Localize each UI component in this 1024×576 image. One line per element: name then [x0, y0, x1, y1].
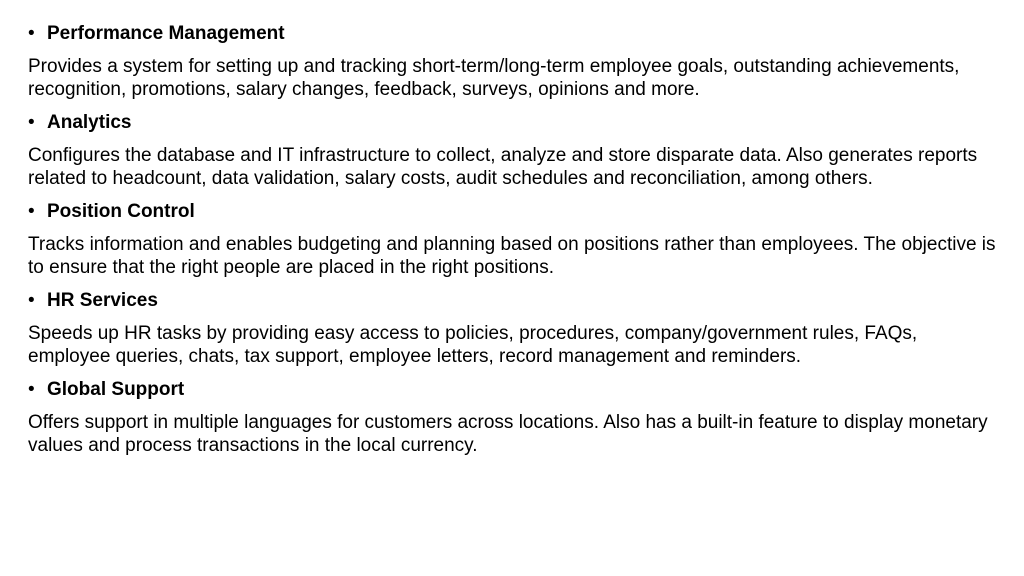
section-title: Position Control [47, 201, 195, 222]
section-title: Performance Management [47, 23, 285, 44]
bullet-icon: • [28, 112, 35, 133]
section-description: Provides a system for setting up and tracking short-term/long-term employee goals, outstanding achievements, recognition, promotions, salary changes, feedback, surveys, opinions and more. [28, 56, 960, 100]
section-title: HR Services [47, 290, 158, 311]
section-title: Analytics [47, 112, 132, 133]
section-hr-services [28, 289, 998, 368]
bullet-icon: • [28, 201, 35, 222]
section-analytics [28, 111, 998, 190]
document-body [28, 22, 998, 467]
section-description: Speeds up HR tasks by providing easy access to policies, procedures, company/government rules, FAQs, employee queries, chats, tax support, employee letters, record management and reminders. [28, 323, 918, 367]
bullet-icon: • [28, 379, 35, 400]
section-description: Offers support in multiple languages for customers across locations. Also has a built-in feature to display monetary values and process transactions in the local currency. [28, 412, 988, 456]
section-performance-management [28, 22, 998, 101]
section-heading [28, 200, 998, 223]
section-heading [28, 22, 998, 45]
section-description: Tracks information and enables budgeting and planning based on positions rather than employees. The objective is to ensure that the right people are placed in the right positions. [28, 234, 996, 278]
section-heading [28, 289, 998, 312]
section-title: Global Support [47, 379, 185, 400]
bullet-icon: • [28, 23, 35, 44]
section-heading [28, 111, 998, 134]
bullet-icon: • [28, 290, 35, 311]
section-position-control [28, 200, 998, 279]
section-heading [28, 378, 998, 401]
section-global-support [28, 378, 998, 457]
section-description: Configures the database and IT infrastructure to collect, analyze and store disparate data. Also generates reports related to headcount, data validation, salary costs, audit schedules and reconciliation, among others. [28, 145, 978, 189]
